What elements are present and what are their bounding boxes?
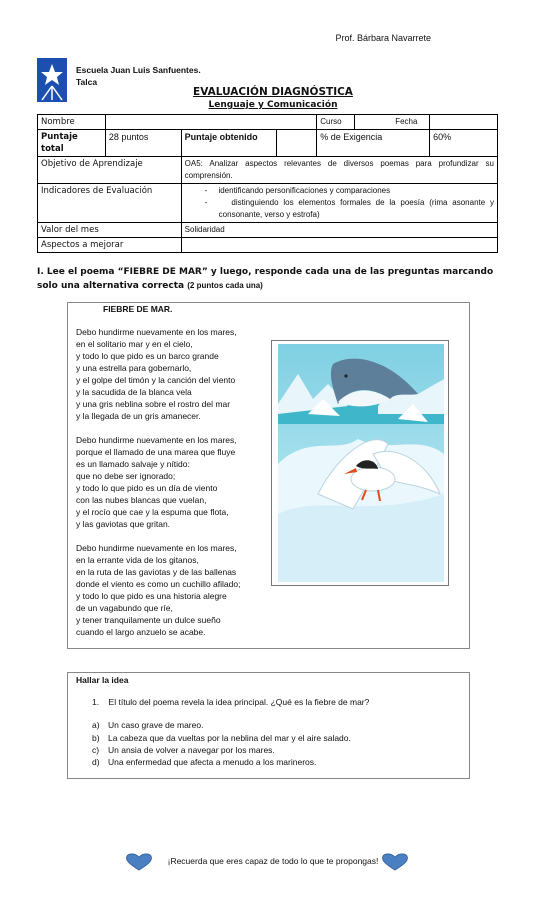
nombre-field[interactable] — [105, 115, 316, 130]
poem-line: porque el llamado de una marea que fluye — [76, 447, 236, 457]
aspectos-label: Aspectos a mejorar — [38, 238, 182, 253]
poem-stanza-2 — [76, 434, 237, 530]
objetivo-text: OA5: Analizar aspectos relevantes de diversos poemas para profundizar su comprensión. — [181, 157, 497, 184]
poem-line: y las gaviotas que gritan. — [76, 519, 171, 529]
poem-line: es un llamado salvaje y nítido: — [76, 459, 190, 469]
poem-line: cuando el largo anzuelo se acabe. — [76, 627, 206, 637]
poem-line: de un vagabundo que ríe, — [76, 603, 173, 613]
option-key: b) — [92, 733, 100, 743]
heart-icon — [381, 853, 409, 871]
option-text: Un caso grave de mareo. — [108, 720, 204, 730]
puntaje-total-label: Puntaje total — [38, 130, 106, 157]
option-text: Un ansia de volver a navegar por los mares. — [108, 745, 275, 755]
poem-line: y el rocío que cae y la espuma que flota, — [76, 507, 229, 517]
aspectos-field[interactable] — [181, 238, 497, 253]
poem-line: Debo hundirme nuevamente en los mares, — [76, 435, 237, 445]
poem-line: y una estrella para gobernarlo, — [76, 363, 192, 373]
poem-title: FIEBRE DE MAR. — [103, 304, 173, 314]
indicadores-label: Indicadores de Evaluación — [38, 184, 182, 223]
valor-value: Solidaridad — [181, 223, 497, 238]
question-number: 1. — [92, 697, 100, 707]
option-key: c) — [92, 745, 100, 755]
question-1 — [92, 697, 369, 707]
indicadores-list — [181, 184, 497, 223]
instructions-main: I. Lee el poema “FIEBRE DE MAR” y luego, responde cada una de las preguntas marcando solo una alternativa correcta — [37, 267, 494, 291]
poem-line: Debo hundirme nuevamente en los mares, — [76, 327, 237, 337]
poem-line: en la ruta de las gaviotas y de las ballenas — [76, 567, 237, 577]
fecha-label: Fecha — [355, 115, 430, 130]
poem-line: en la errante vida de los gitanos, — [76, 555, 199, 565]
option-b[interactable] — [92, 733, 351, 743]
info-table — [37, 114, 498, 253]
teacher-name: Prof. Bárbara Navarrete — [335, 33, 431, 43]
question-section-title: Hallar la idea — [76, 675, 129, 685]
indicador-item: - distinguiendo los elementos formales de la poesía (rima asonante y consonante, verso y estrofa) — [204, 198, 495, 219]
poem-line: en el solitario mar y en el cielo, — [76, 339, 193, 349]
curso-label: Curso — [317, 115, 355, 130]
poem-line: Debo hundirme nuevamente en los mares, — [76, 543, 237, 553]
exigencia-value: 60% — [430, 130, 498, 157]
poem-line: y todo lo que pido es una historia alegre — [76, 591, 227, 601]
puntaje-obtenido-field[interactable] — [277, 130, 317, 157]
poem-line: que no debe ser ignorado; — [76, 471, 176, 481]
poem-line: donde el viento es como un cuchillo afilado; — [76, 579, 241, 589]
poem-line: y la sacudida de la blanca vela — [76, 387, 192, 397]
poem-line: y la llegada de un gris amanecer. — [76, 411, 201, 421]
poem-line: y todo lo que pido es un barco grande — [76, 351, 219, 361]
option-c[interactable] — [92, 745, 275, 755]
option-key: a) — [92, 720, 100, 730]
puntaje-total-value: 28 puntos — [105, 130, 181, 157]
puntaje-obtenido-label: Puntaje obtenido — [181, 130, 277, 157]
option-text: Una enfermedad que afecta a menudo a los marineros. — [108, 757, 317, 767]
option-a[interactable] — [92, 720, 203, 730]
poem-line: y el golpe del timón y la canción del viento — [76, 375, 236, 385]
valor-label: Valor del mes — [38, 223, 182, 238]
exigencia-label: % de Exigencia — [317, 130, 430, 157]
page-subtitle: Lenguaje y Comunicación — [208, 100, 338, 110]
poem-line: y tener tranquilamente un dulce sueño — [76, 615, 221, 625]
indicador-item: - identificando personificaciones y comparaciones — [204, 186, 391, 195]
whale-and-seagull-illustration — [278, 344, 444, 582]
objetivo-label: Objetivo de Aprendizaje — [38, 157, 182, 184]
poem-line: y una gris neblina sobre el rostro del mar — [76, 399, 231, 409]
instructions-points: (2 puntos cada una) — [187, 281, 263, 290]
poem-line: con las nubes blancas que vuelan, — [76, 495, 207, 505]
school-name — [76, 64, 201, 88]
poem-stanza-3 — [76, 542, 240, 638]
poem-stanza-1 — [76, 326, 237, 422]
fecha-field[interactable] — [430, 115, 498, 130]
option-text: La cabeza que da vueltas por la neblina del mar y el aire salado. — [108, 733, 351, 743]
school-line-2: Talca — [76, 77, 98, 87]
question-text: El título del poema revela la idea principal. ¿Qué es la fiebre de mar? — [108, 697, 370, 707]
page-title: EVALUACIÓN DIAGNÓSTICA — [193, 86, 353, 98]
option-d[interactable] — [92, 757, 316, 767]
instructions — [37, 265, 497, 293]
school-line-1: Escuela Juan Luis Sanfuentes. — [76, 65, 201, 75]
nombre-label: Nombre — [38, 115, 106, 130]
option-key: d) — [92, 757, 100, 767]
poem-line: y todo lo que pido es un día de viento — [76, 483, 218, 493]
footer-message: ¡Recuerda que eres capaz de todo lo que te propongas! — [167, 856, 379, 866]
